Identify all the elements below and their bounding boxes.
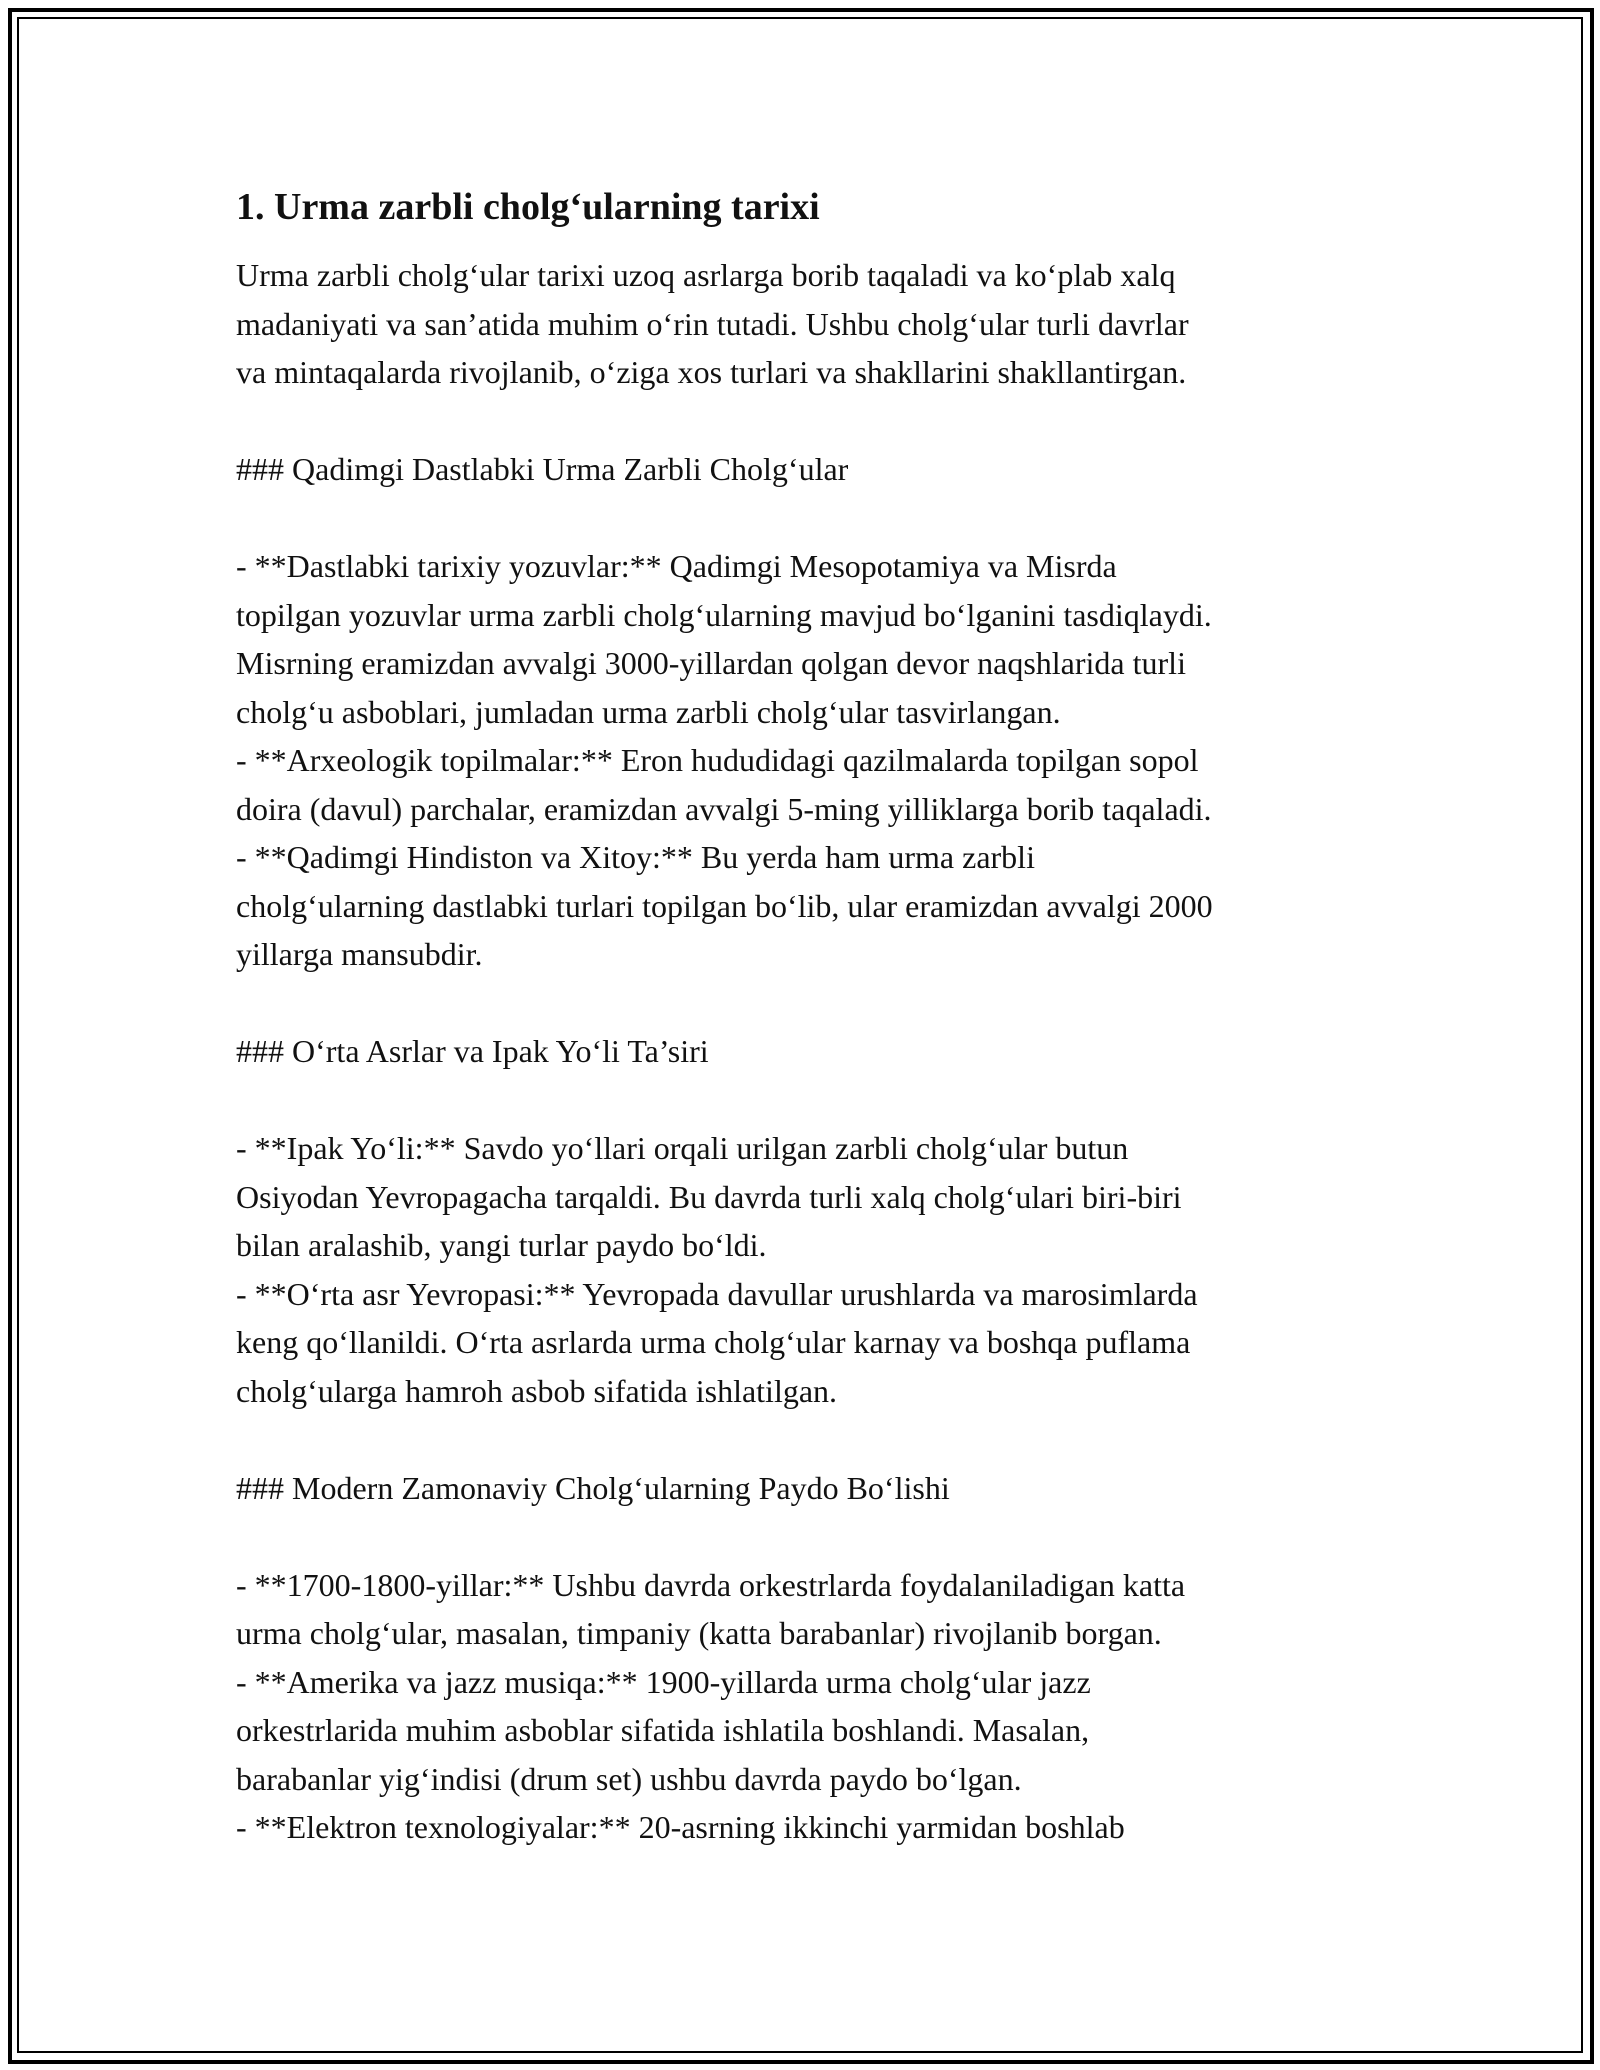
section-heading: ### Qadimgi Dastlabki Urma Zarbli Cholg‘ular — [236, 451, 849, 487]
text-line: cholg‘ularning dastlabki turlari topilgan bo‘lib, ular eramizdan avvalgi 2000 — [236, 887, 1213, 924]
text-line: cholg‘ularga hamroh asbob sifatida ishlatilgan. — [236, 1372, 838, 1409]
blank-line — [236, 1076, 1366, 1125]
text-line: doira (davul) parchalar, eramizdan avvalgi 5-ming yilliklarga borib taqaladi. — [236, 790, 1212, 827]
text-line: va mintaqalarda rivojlanib, o‘ziga xos turlari va shakllarini shakllantirgan. — [236, 354, 1187, 390]
document-title: 1. Urma zarbli cholg‘ularning tarixi — [236, 186, 820, 228]
list-item-line: - **Elektron texnologiyalar:** 20-asrning ikkinchi yarmidan boshlab — [236, 1809, 1125, 1845]
document-text — [236, 251, 1366, 1852]
blank-line — [236, 1415, 1366, 1464]
list-item-line: - **1700-1800-yillar:** Ushbu davrda orkestrlarda foydalaniladigan katta — [236, 1566, 1186, 1603]
text-line: bilan aralashib, yangi turlar paydo bo‘ldi. — [236, 1227, 767, 1263]
text-line: yillarga mansubdir. — [236, 936, 483, 972]
blank-line — [236, 979, 1366, 1028]
list-item-line: - **Amerika va jazz musiqa:** 1900-yillarda urma cholg‘ular jazz — [236, 1663, 1091, 1700]
blank-line — [236, 1512, 1366, 1561]
list-item-line: - **Qadimgi Hindiston va Xitoy:** Bu yerda ham urma zarbli — [236, 839, 1035, 875]
text-line: Misrning eramizdan avvalgi 3000-yillardan qolgan devor naqshlarida turli — [236, 645, 1186, 681]
text-line: orkestrlarida muhim asboblar sifatida ishlatila boshlandi. Masalan, — [236, 1712, 1090, 1748]
text-line: urma cholg‘ular, masalan, timpaniy (katta barabanlar) rivojlanib borgan. — [236, 1615, 1162, 1651]
list-item-line: - **Ipak Yo‘li:** Savdo yo‘llari orqali urilgan zarbli cholg‘ular butun — [236, 1130, 1129, 1166]
text-line: cholg‘u asboblari, jumladan urma zarbli cholg‘ular tasvirlangan. — [236, 693, 1061, 730]
list-item-line: - **Dastlabki tarixiy yozuvlar:** Qadimgi Mesopotamiya va Misrda — [236, 548, 1117, 584]
list-item-line: - **O‘rta asr Yevropasi:** Yevropada davullar urushlarda va marosimlarda — [236, 1275, 1198, 1312]
text-line: Osiyodan Yevropagacha tarqaldi. Bu davrda turli xalq cholg‘ulari biri-biri — [236, 1178, 1182, 1215]
text-line: madaniyati va san’atida muhim o‘rin tutadi. Ushbu cholg‘ular turli davrlar — [236, 305, 1189, 342]
section-heading: ### Modern Zamonaviy Cholg‘ularning Paydo Bo‘lishi — [236, 1469, 950, 1506]
blank-line — [236, 494, 1366, 543]
list-item-line: - **Arxeologik topilmalar:** Eron hududidagi qazilmalarda topilgan sopol — [236, 742, 1199, 778]
document-body — [236, 183, 1366, 1852]
section-heading: ### O‘rta Asrlar va Ipak Yo‘li Ta’siri — [236, 1033, 709, 1069]
text-line: Urma zarbli cholg‘ular tarixi uzoq asrlarga borib taqaladi va ko‘plab xalq — [236, 257, 1176, 293]
text-line: barabanlar yig‘indisi (drum set) ushbu davrda paydo bo‘lgan. — [236, 1760, 1022, 1797]
text-line: keng qo‘llanildi. O‘rta asrlarda urma cholg‘ular karnay va boshqa puflama — [236, 1324, 1191, 1360]
text-line: topilgan yozuvlar urma zarbli cholg‘ularning mavjud bo‘lganini tasdiqlaydi. — [236, 596, 1212, 633]
blank-line — [236, 397, 1366, 446]
